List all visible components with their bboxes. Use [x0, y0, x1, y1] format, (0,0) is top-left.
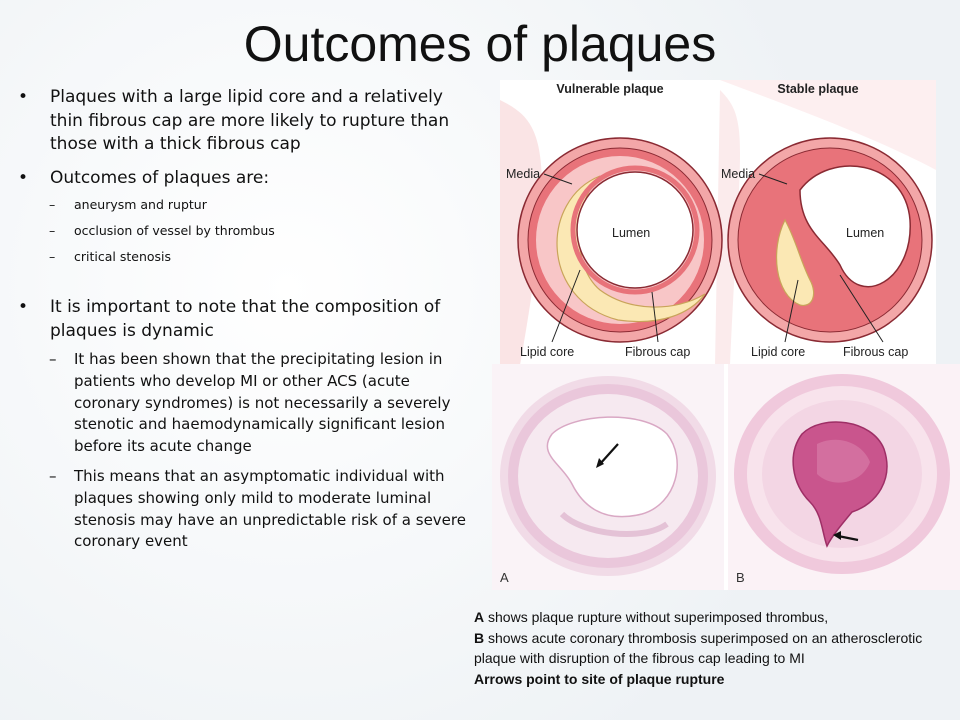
stable-plaque — [728, 138, 932, 342]
stable-title: Stable plaque — [777, 82, 859, 96]
dash-glyph: – — [49, 466, 57, 485]
caption-arrows: Arrows point to site of plaque rupture — [474, 670, 725, 687]
dynamic-list — [18, 349, 468, 553]
fibrous-cap-label-left: Fibrous cap — [625, 345, 691, 359]
dash-glyph: – — [49, 350, 57, 368]
dynamic-text: This means that an asymptomatic individual with plaques showing only mild to moderate luminal stenosis may have an unpredictable risk of a severe coronary event — [74, 466, 466, 551]
fibrous-cap-label-right: Fibrous cap — [843, 345, 909, 359]
plaque-diagram-svg — [500, 80, 936, 365]
figure-caption — [474, 607, 954, 689]
outcome-text: aneurysm and ruptur — [74, 197, 207, 212]
caption-b-line — [474, 628, 954, 669]
outcome-list — [18, 192, 468, 270]
bullet-list — [18, 86, 468, 561]
histology-svg — [492, 364, 960, 590]
dash-glyph: – — [49, 223, 56, 238]
dynamic-text: It has been shown that the precipitating lesion in patients who develop MI or other ACS (acute coronary syndromes) is not necessarily a severely stenotic and haemodynamically significant lesion before its acute change — [74, 350, 451, 456]
caption-a-text: shows plaque rupture without superimposed thrombus, — [484, 609, 829, 625]
dash-glyph: – — [49, 197, 56, 212]
histology-panel-a — [492, 364, 724, 590]
media-label-right: Media — [721, 167, 756, 181]
dynamic-item — [18, 466, 468, 553]
bullet-glyph: • — [18, 167, 29, 188]
lumen-label-right: Lumen — [846, 226, 885, 240]
plaque-diagram — [500, 80, 936, 365]
histology-figure — [492, 364, 960, 590]
caption-a-label: A — [474, 609, 485, 625]
panel-b-label: B — [736, 570, 745, 585]
outcome-item — [18, 192, 468, 218]
slide-title: Outcomes of plaques — [243, 16, 717, 72]
vulnerable-plaque — [518, 138, 722, 342]
bullet-glyph: • — [18, 87, 29, 107]
histology-panel-b — [728, 364, 960, 590]
outcome-text: critical stenosis — [74, 249, 172, 264]
bullet-text: Plaques with a large lipid core and a relatively thin fibrous cap are more likely to rupture than those with a thick fibrous cap — [50, 87, 450, 154]
caption-b-label: B — [474, 629, 485, 646]
lipid-core-label-right: Lipid core — [751, 345, 806, 359]
dynamic-item — [18, 349, 468, 458]
vulnerable-title: Vulnerable plaque — [556, 82, 664, 96]
bullet-glyph: • — [18, 297, 29, 317]
caption-b-text: shows acute coronary thrombosis superimposed on an atherosclerotic plaque with disruption of the fibrous cap leading to MI — [474, 629, 923, 666]
bullet-item — [18, 86, 468, 157]
bullet-item — [18, 296, 468, 343]
caption-a-line — [474, 607, 954, 628]
lipid-core-label-left: Lipid core — [520, 345, 575, 359]
outcome-item — [18, 218, 468, 244]
media-label-left: Media — [506, 167, 541, 181]
bullet-item — [18, 167, 468, 191]
lumen-label-left: Lumen — [612, 226, 651, 240]
outcome-text: occlusion of vessel by thrombus — [74, 223, 275, 238]
dash-glyph: – — [49, 249, 56, 264]
outcome-item — [18, 244, 468, 270]
panel-a-label: A — [500, 570, 509, 585]
bullet-text: It is important to note that the composition of plaques is dynamic — [50, 297, 441, 341]
bullet-text: Outcomes of plaques are: — [50, 167, 270, 188]
